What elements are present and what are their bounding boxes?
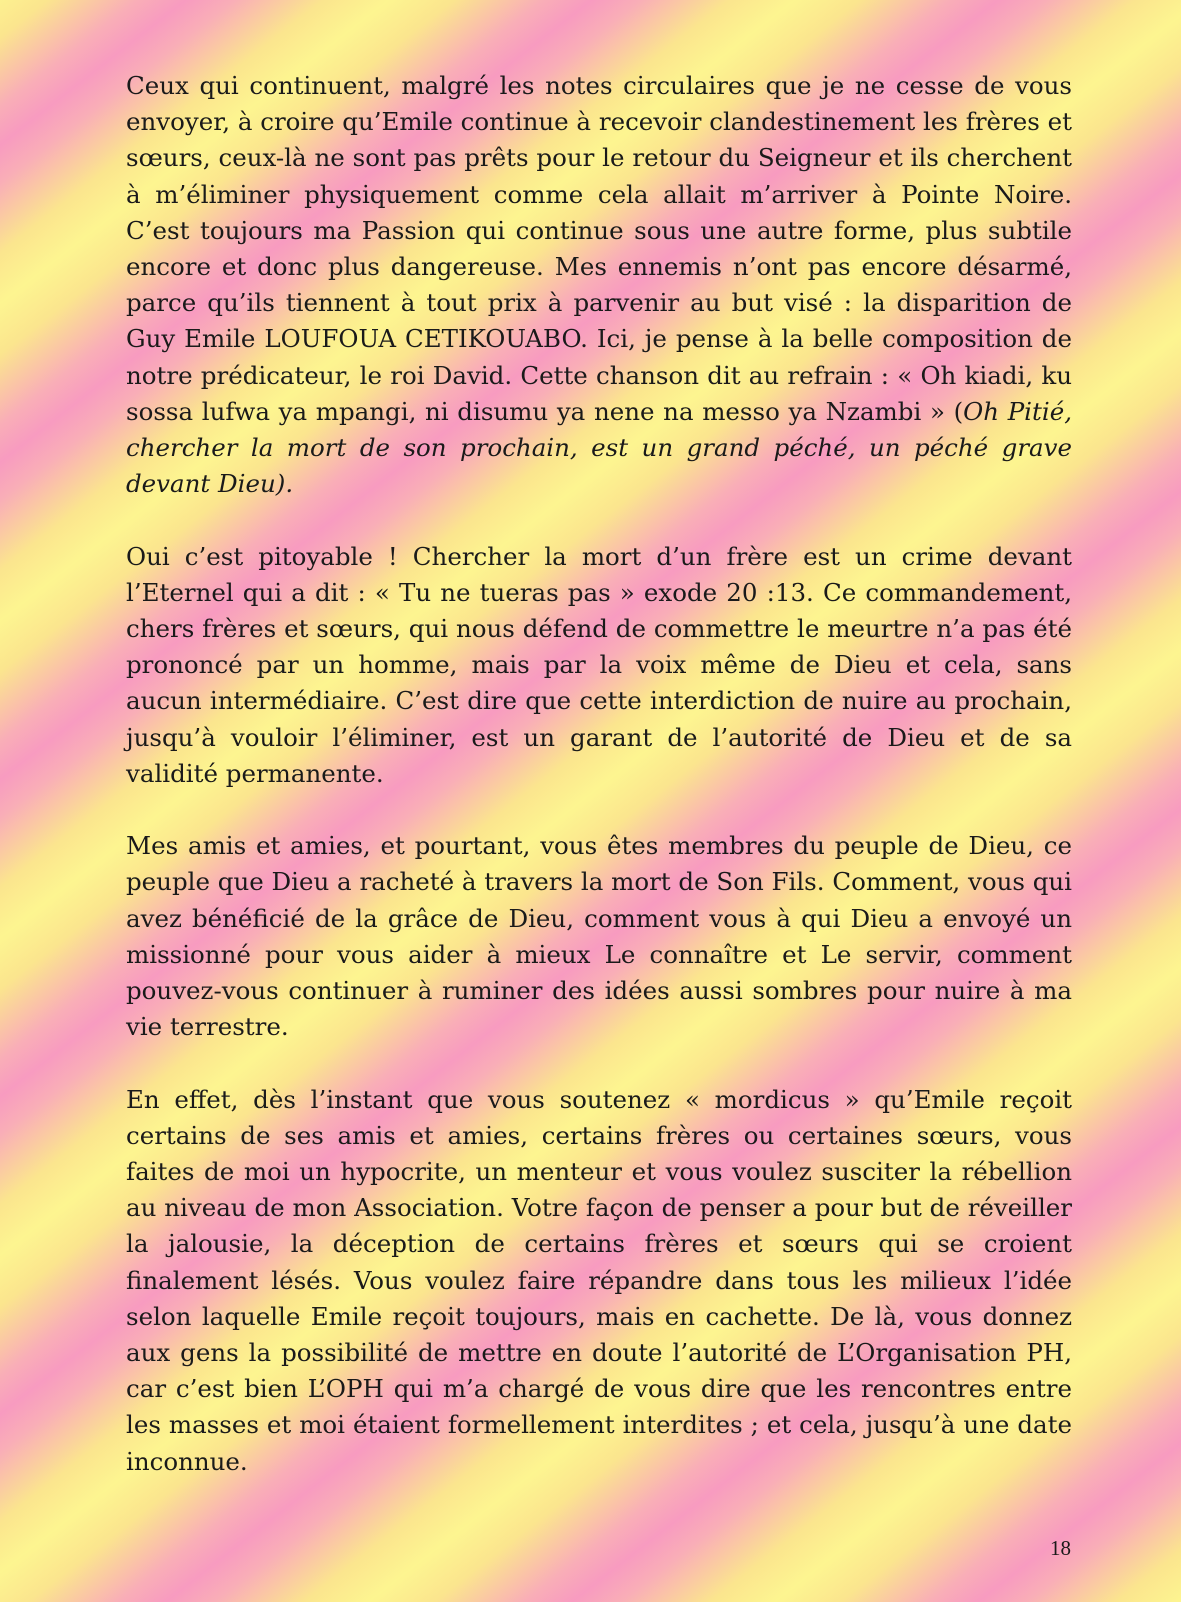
document-body [126, 68, 1072, 1480]
paragraph-1-text: Ceux qui continuent, malgré les notes circulaires que je ne cesse de vous envoyer, à croire qu’Emile continue à recevoir clandestinement les frères et sœurs, ceux-là ne sont pas prêts pour le retour du Seigneur et ils cherchent à m’éliminer physiquement comme cela allait m’arriver à Pointe Noire. C’est toujours ma Passion qui continue sous une autre forme, plus subtile encore et donc plus dangereuse. Mes ennemis n’ont pas encore désarmé, parce qu’ils tiennent à tout prix à parvenir au but visé : la disparition de Guy Emile LOUFOUA CETIKOUABO. Ici, je pense à la belle composition de notre prédicateur, le roi David. Cette chanson dit au refrain : « Oh kiadi, ku sossa lufwa ya mpangi, ni disumu ya nene na messo ya Nzambi » ( [126, 71, 1072, 426]
paragraph-4: En effet, dès l’instant que vous soutenez « mordicus » qu’Emile reçoit certains de ses amis et amies, certains frères ou certaines sœurs, vous faites de moi un hypocrite, un menteur et vous voulez susciter la rébellion au niveau de mon Association. Votre façon de penser a pour but de réveiller la jalousie, la déception de certains frères et sœurs qui se croient finalement lésés. Vous voulez faire répandre dans tous les milieux l’idée selon laquelle Emile reçoit toujours, mais en cachette. De là, vous donnez aux gens la possibilité de mettre en doute l’autorité de L’Organisation PH, car c’est bien L’OPH qui m’a chargé de vous dire que les rencontres entre les masses et moi étaient formellement interdites ; et cela, jusqu’à une date inconnue. [126, 1084, 1072, 1476]
page-number: 18 [1050, 1536, 1071, 1560]
paragraph-1 [126, 68, 1072, 502]
paragraph-3: Mes amis et amies, et pourtant, vous êtes membres du peuple de Dieu, ce peuple que Dieu a racheté à travers la mort de Son Fils. Comment, vous qui avez bénéficié de la grâce de Dieu, comment vous à qui Dieu a envoyé un missionné pour vous aider à mieux Le connaître et Le servir, comment pouvez-vous continuer à ruminer des idées aussi sombres pour nuire à ma vie terrestre. [126, 831, 1073, 1042]
paragraph-1-italic: Oh Pitié, chercher la mort de son prochain, est un grand péché, un péché grave devant Dieu). [126, 396, 1072, 499]
paragraph-2: Oui c’est pitoyable ! Chercher la mort d’un frère est un crime devant l’Eternel qui a dit : « Tu ne tueras pas » exode 20 :13. Ce commandement, chers frères et sœurs, qui nous défend de commettre le meurtre n’a pas été prononcé par un homme, mais par la voix même de Dieu et cela, sans aucun intermédiaire. C’est dire que cette interdiction de nuire au prochain, jusqu’à vouloir l’éliminer, est un garant de l’autorité de Dieu et de sa validité permanente. [126, 541, 1072, 788]
